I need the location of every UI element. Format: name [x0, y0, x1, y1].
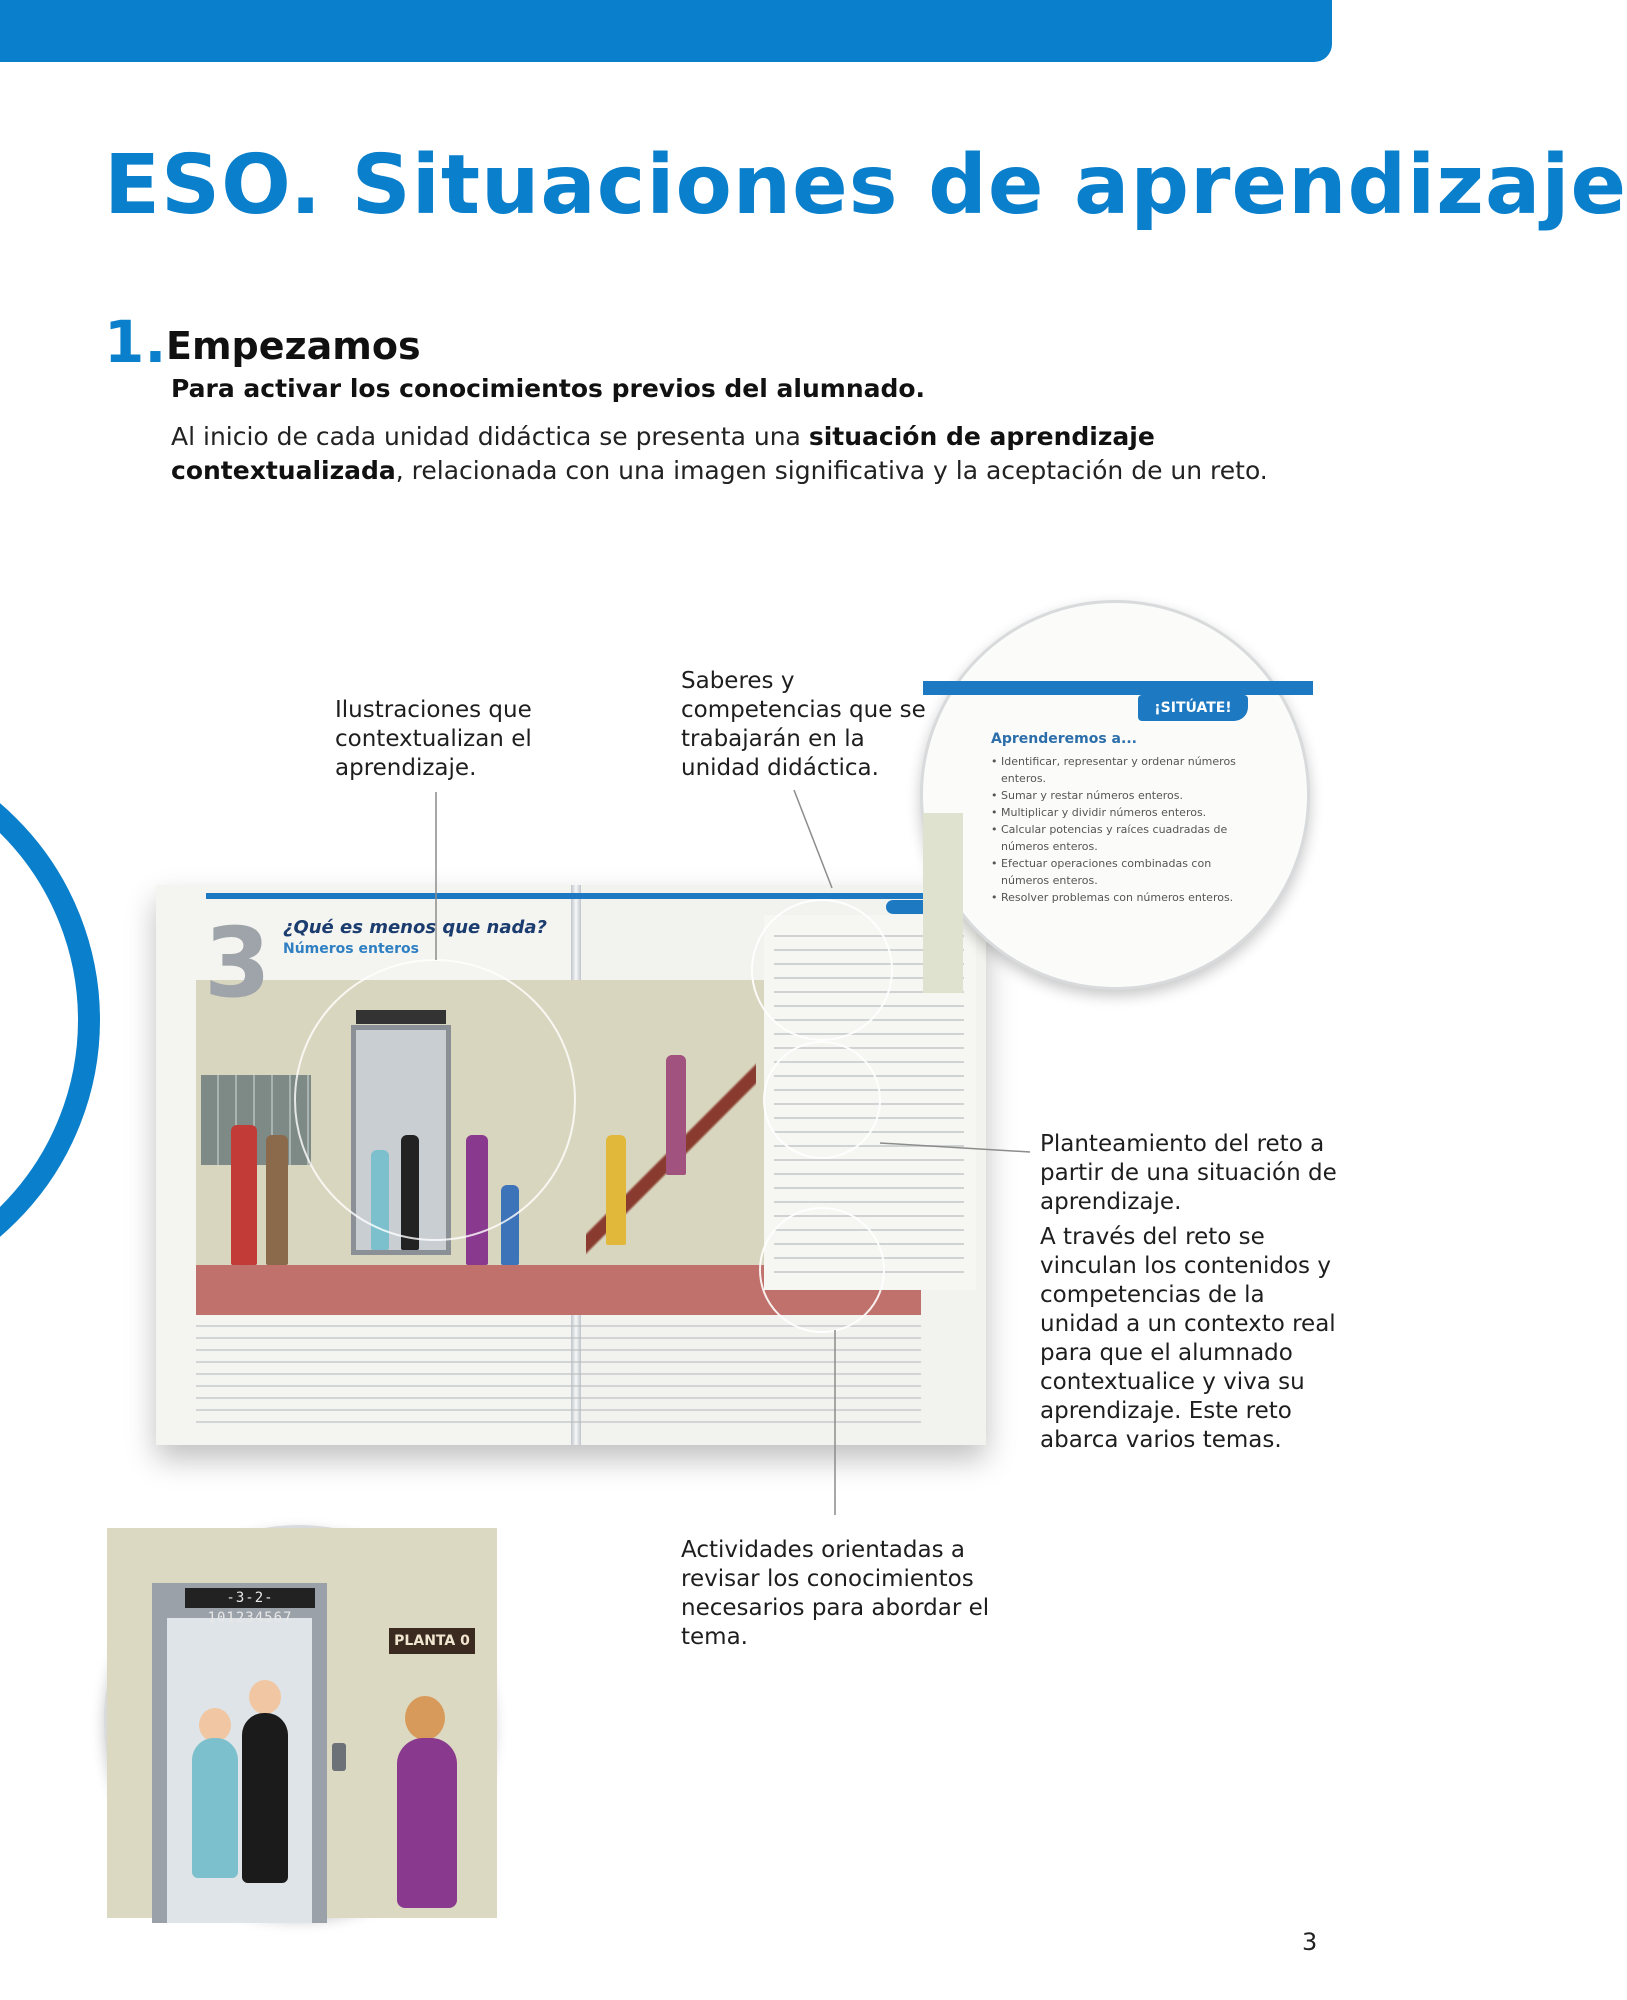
book-chapter-number: 3 — [204, 907, 271, 1019]
zoom-woman — [397, 1738, 457, 1908]
section-title: Empezamos — [166, 324, 421, 368]
intro-text-end: , relacionada con una imagen significativa y la aceptación de un reto. — [395, 456, 1268, 485]
book-top-band — [206, 893, 976, 899]
page-title: ESO. Situaciones de aprendizaje — [104, 138, 1627, 233]
book-figure-teen — [401, 1135, 419, 1250]
zoom-girl — [192, 1738, 238, 1878]
leader-line-saberes — [794, 790, 832, 888]
aprenderemos-list — [991, 753, 1251, 906]
situate-badge: ¡SITÚATE! — [1138, 695, 1248, 721]
zoom-girl-head — [199, 1708, 231, 1742]
section-subtitle: Para activar los conocimientos previos del alumnado. — [171, 374, 926, 403]
callout-reto-line-2: A través del reto se vinculan los contenidos y competencias de la unidad a un contexto real para que el alumnado contextualice y viva su aprendizaje. Este reto abarca varios temas. — [1040, 1224, 1336, 1453]
zoom-elevator-button — [332, 1743, 346, 1771]
book-elevator-display — [356, 1010, 446, 1024]
callout-reto-line-1: Planteamiento del reto a partir de una situación de aprendizaje. — [1040, 1131, 1337, 1215]
book-spread-image — [156, 885, 986, 1445]
zoom-elevator-inside — [167, 1618, 312, 1923]
book-figure-kid — [371, 1150, 389, 1250]
aprenderemos-item: • Resolver problemas con números enteros. — [991, 889, 1251, 906]
book-figure-man — [231, 1125, 257, 1265]
zoom-circle-saberes — [920, 600, 1310, 990]
intro-text-bold: situación de aprendizaje contextualizada — [171, 422, 1155, 485]
book-figure-elder — [266, 1135, 288, 1265]
top-color-bar — [0, 0, 1332, 62]
aprenderemos-item: • Efectuar operaciones combinadas con números enteros. — [991, 855, 1251, 889]
callout-illustrations: Ilustraciones que contextualizan el aprendizaje. — [335, 697, 532, 781]
zoom-boy — [242, 1713, 288, 1883]
intro-paragraph — [171, 420, 1341, 488]
zoom-elevator-display: -3-2-101234567 — [185, 1588, 315, 1608]
zoom-planta-sign: PLANTA 0 — [389, 1628, 475, 1654]
zoom-boy-head — [249, 1680, 281, 1714]
book-chapter-title: ¿Qué es menos que nada? — [283, 917, 547, 938]
callout-reto — [1040, 1130, 1350, 1455]
book-chapter-subtitle: Números enteros — [283, 941, 420, 957]
decorative-side-arc — [0, 735, 100, 1305]
book-figure-stairs-boy — [666, 1055, 686, 1175]
aprenderemos-heading: Aprenderemos a... — [991, 731, 1137, 747]
zoom-top-band — [923, 681, 1313, 695]
aprenderemos-item: • Multiplicar y dividir números enteros. — [991, 804, 1251, 821]
section-number: 1. — [104, 308, 167, 376]
zoom-woman-head — [405, 1696, 445, 1740]
book-figure-stairs-girl — [606, 1135, 626, 1245]
book-figure-child — [501, 1185, 519, 1265]
callout-actividades: Actividades orientadas a revisar los conocimientos necesarios para abordar el tema. — [681, 1537, 990, 1650]
aprenderemos-item: • Calcular potencias y raíces cuadradas de números enteros. — [991, 821, 1251, 855]
book-figure-woman — [466, 1135, 488, 1265]
page-number: 3 — [1302, 1928, 1318, 1956]
callout-saberes: Saberes y competencias que se trabajarán en la unidad didáctica. — [681, 668, 926, 781]
aprenderemos-item: • Sumar y restar números enteros. — [991, 787, 1251, 804]
zoom-left-image-edge — [923, 813, 963, 993]
book-bottom-activities — [196, 1325, 921, 1425]
zoom-circle-illustration — [104, 1525, 494, 1915]
aprenderemos-item: • Identificar, representar y ordenar números enteros. — [991, 753, 1251, 787]
intro-text-start: Al inicio de cada unidad didáctica se presenta una — [171, 422, 809, 451]
